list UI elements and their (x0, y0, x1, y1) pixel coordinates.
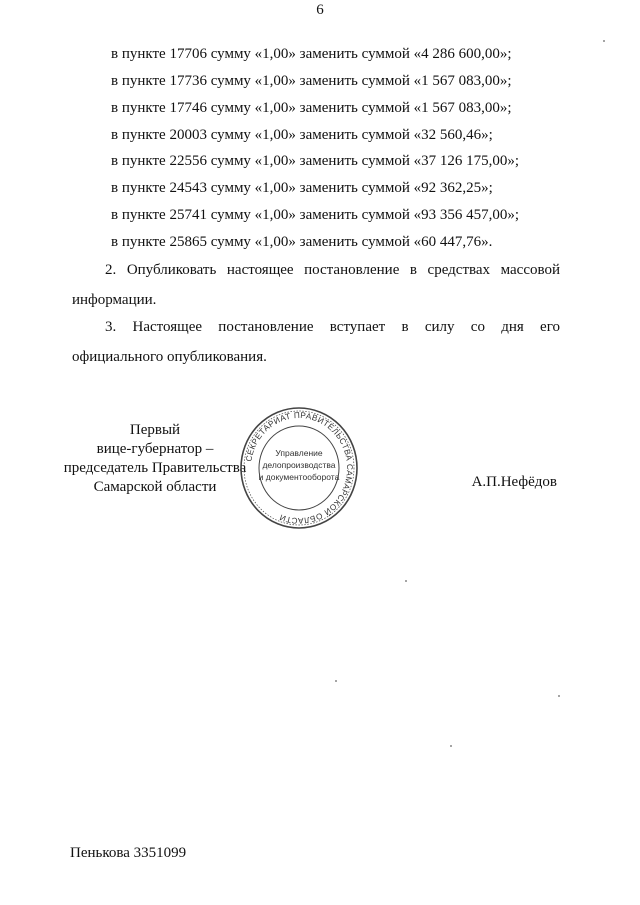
stamp-center-line: Управление (275, 448, 323, 458)
scan-speck (450, 745, 452, 747)
amendment-line: в пункте 22556 сумму «1,00» заменить суммой «37 126 175,00»; (111, 153, 520, 169)
clause-3-line-1: 3. Настоящее постановление вступает в силу со дня его (105, 319, 560, 335)
signer-title-line: председатель Правительства (63, 460, 247, 476)
amendment-line: в пункте 24543 сумму «1,00» заменить суммой «92 362,25»; (111, 180, 493, 196)
amendment-line: в пункте 17746 сумму «1,00» заменить суммой «1 567 083,00»; (111, 100, 512, 116)
amendment-line: в пункте 25865 сумму «1,00» заменить суммой «60 447,76». (111, 234, 493, 250)
signer-name: А.П.Нефёдов (471, 474, 557, 490)
stamp-center-text (258, 447, 340, 483)
scan-speck (405, 580, 407, 582)
clause-3-line-2: официального опубликования. (72, 349, 267, 365)
amendment-line: в пункте 17706 сумму «1,00» заменить суммой «4 286 600,00»; (111, 46, 512, 62)
amendment-line: в пункте 20003 сумму «1,00» заменить суммой «32 560,46»; (111, 127, 493, 143)
stamp-center-line: и документооборота (258, 472, 340, 482)
clause-3 (72, 312, 560, 372)
signer-title-line: вице-губернатор – (96, 441, 214, 457)
scan-speck (558, 695, 560, 697)
page-number: 6 (316, 2, 324, 18)
amendment-line: в пункте 17736 сумму «1,00» заменить суммой «1 567 083,00»; (111, 73, 512, 89)
scan-speck (603, 40, 605, 42)
signer-title-line: Самарской области (93, 479, 217, 495)
clause-2 (72, 255, 560, 315)
signer-title-line: Первый (129, 422, 181, 438)
executor-footer: Пенькова 3351099 (70, 845, 187, 861)
amendment-line: в пункте 25741 сумму «1,00» заменить суммой «93 356 457,00»; (111, 207, 520, 223)
stamp-ring-text: СЕКРЕТАРИАТ ПРАВИТЕЛЬСТВА САМАРСКОЙ ОБЛАСТИ (244, 410, 355, 526)
signer-title (60, 421, 250, 497)
stamp-center-line: делопроизводства (262, 460, 336, 470)
official-stamp (238, 405, 360, 531)
scan-speck (335, 680, 337, 682)
clause-2-line-1: 2. Опубликовать настоящее постановление в средствах массовой (105, 262, 560, 278)
clause-2-line-2: информации. (72, 292, 157, 308)
